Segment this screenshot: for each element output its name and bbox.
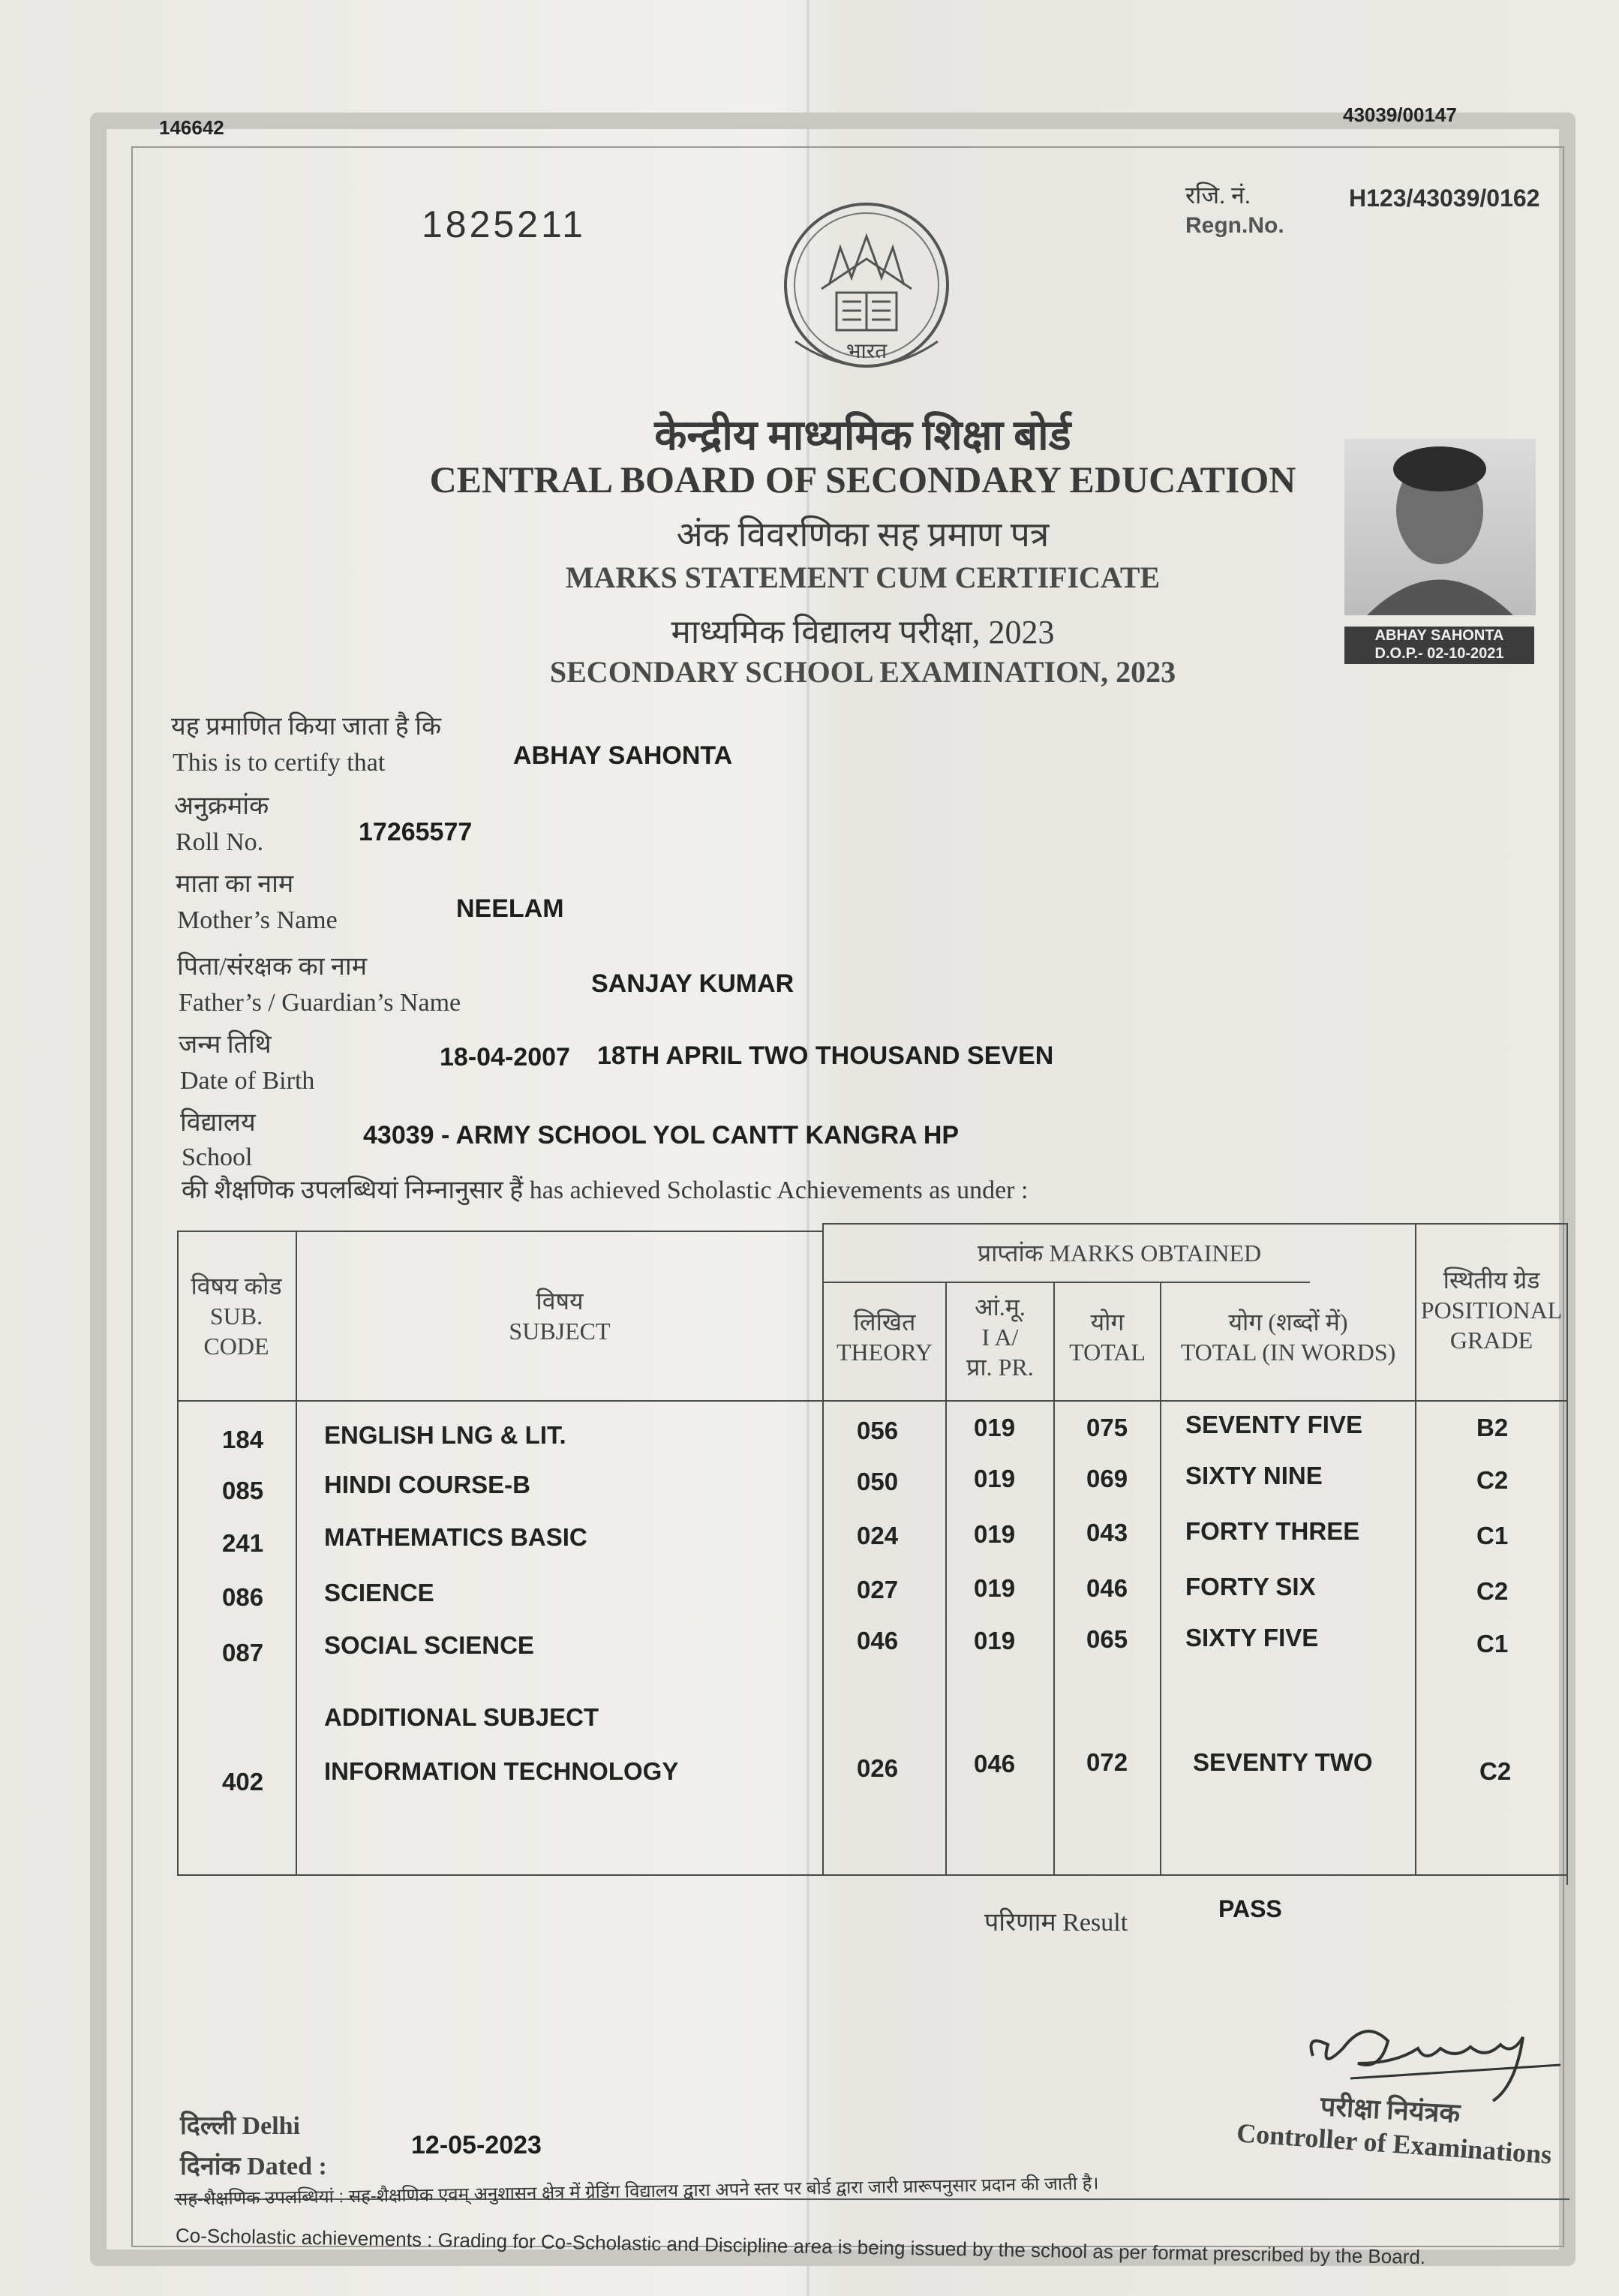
row-code: 086	[222, 1583, 264, 1611]
additional-subject-label: ADDITIONAL SUBJECT	[324, 1703, 599, 1731]
row-subject: SCIENCE	[324, 1579, 434, 1606]
header-total	[1055, 1307, 1160, 1367]
row-ia: 019	[974, 1520, 1016, 1548]
row-words: SEVENTY FIVE	[1185, 1411, 1362, 1438]
row-ia: 019	[974, 1465, 1016, 1492]
row-total: 072	[1086, 1748, 1128, 1776]
row-ia: 046	[974, 1750, 1016, 1778]
emblem-text: भारत	[846, 340, 888, 363]
school-label-english: School	[182, 1143, 253, 1171]
date-value: 12-05-2023	[411, 2131, 542, 2159]
mother-label-english: Mother’s Name	[177, 906, 338, 934]
row-grade: C2	[1476, 1577, 1509, 1605]
header-code-en1: SUB.	[209, 1303, 263, 1330]
header-ia-pr	[947, 1292, 1053, 1382]
table-row	[177, 1412, 1568, 1465]
achievements-line: की शैक्षणिक उपलब्धियां निम्नानुसार हैं has achieved Scholastic Achievements as under :	[182, 1177, 1029, 1204]
table-row	[177, 1573, 1568, 1625]
certificate-number: 1825211	[422, 203, 586, 245]
table-row	[177, 1624, 1568, 1679]
header-pr: प्रा. PR.	[966, 1354, 1034, 1381]
dated-label: दिनांक Dated :	[180, 2153, 327, 2180]
exam-title-hindi: माध्यमिक विद्यालय परीक्षा, 2023	[671, 614, 1055, 651]
footnote-english: Co-Scholastic achievements : Grading for Co-Scholastic and Discipline area is being issued by the school as per format prescribed by the Board.	[175, 2224, 1426, 2269]
header-subject-english: SUBJECT	[509, 1318, 611, 1345]
certify-label-hindi: यह प्रमाणित किया जाता है कि	[171, 713, 442, 741]
row-subject: SOCIAL SCIENCE	[324, 1631, 534, 1659]
header-total-words	[1161, 1307, 1415, 1367]
footnote-hindi: सह-शैक्षणिक उपलब्धियां : सह-शैक्षणिक एवम् अनुशासन क्षेत्र में ग्रेडिंग विद्यालय द्वारा अपने स्तर पर बोर्ड द्वारा जारी प्रारूपनुसार प्रदान की जाती है।	[175, 2173, 1099, 2210]
father-name: SANJAY KUMAR	[591, 969, 794, 998]
controller-title-hindi: परीक्षा नियंत्रक	[1320, 2091, 1461, 2129]
date-of-birth: 18-04-2007	[440, 1043, 570, 1071]
row-theory: 024	[857, 1522, 899, 1549]
row-theory: 050	[857, 1468, 899, 1495]
marks-table	[177, 1223, 1568, 1883]
father-label-english: Father’s / Guardian’s Name	[179, 989, 461, 1017]
row-words: SEVENTY TWO	[1193, 1748, 1373, 1776]
row-grade: C2	[1479, 1757, 1512, 1785]
controller-title-english: Controller of Examinations	[1236, 2117, 1553, 2170]
board-title-english: CENTRAL BOARD OF SECONDARY EDUCATION	[429, 458, 1296, 500]
row-theory: 026	[857, 1754, 899, 1782]
place-label: दिल्ली Delhi	[180, 2112, 300, 2140]
certify-label-english: This is to certify that	[173, 749, 386, 777]
row-theory: 056	[857, 1417, 899, 1444]
row-code: 085	[222, 1477, 264, 1504]
table-row	[177, 1462, 1568, 1517]
result-label: परिणाम Result	[984, 1909, 1128, 1937]
doc-title-english: MARKS STATEMENT CUM CERTIFICATE	[565, 560, 1161, 594]
row-grade: C1	[1476, 1630, 1509, 1657]
roll-number: 17265577	[359, 818, 473, 846]
row-subject: ENGLISH LNG & LIT.	[324, 1421, 566, 1449]
mother-label-hindi: माता का नाम	[176, 870, 294, 898]
header-ia-english: I A/	[981, 1324, 1019, 1351]
row-subject: INFORMATION TECHNOLOGY	[324, 1757, 679, 1785]
row-code: 402	[222, 1768, 264, 1796]
regn-label-hi: रजि. नं.	[1185, 182, 1251, 209]
header-total-english: TOTAL	[1069, 1339, 1146, 1366]
row-words: SIXTY NINE	[1185, 1462, 1323, 1489]
row-words: FORTY THREE	[1185, 1517, 1360, 1545]
row-total: 069	[1086, 1465, 1128, 1492]
board-title-hindi: केन्द्रीय माध्यमिक शिक्षा बोर्ड	[654, 413, 1071, 459]
table-row	[177, 1519, 1568, 1571]
header-ia-hindi: आं.मू.	[975, 1294, 1026, 1321]
photo-name: ABHAY SAHONTA	[1374, 627, 1504, 644]
row-ia: 019	[974, 1627, 1016, 1654]
row-words: FORTY SIX	[1185, 1573, 1316, 1600]
regn-value: H123/43039/0162	[1349, 185, 1540, 212]
row-theory: 027	[857, 1576, 899, 1603]
subject-rows	[177, 1412, 1568, 1727]
header-code-hindi: विषय कोड	[191, 1273, 282, 1300]
row-grade: B2	[1476, 1414, 1509, 1441]
row-total: 043	[1086, 1519, 1128, 1546]
row-grade: C1	[1476, 1522, 1509, 1549]
row-total: 065	[1086, 1625, 1128, 1653]
date-of-birth-words: 18TH APRIL TWO THOUSAND SEVEN	[597, 1041, 1054, 1070]
header-theory	[824, 1307, 945, 1367]
row-total: 075	[1086, 1414, 1128, 1441]
row-code: 241	[222, 1529, 264, 1557]
serial-right: 43039/00147	[1343, 104, 1457, 126]
row-code: 087	[222, 1639, 264, 1666]
school-label-hindi: विद्यालय	[180, 1109, 256, 1137]
student-photo	[1344, 439, 1536, 615]
row-code: 184	[222, 1426, 264, 1453]
school-name: 43039 - ARMY SCHOOL YOL CANTT KANGRA HP	[363, 1121, 960, 1150]
header-code	[177, 1271, 296, 1361]
header-theory-english: THEORY	[837, 1339, 933, 1366]
header-total-hindi: योग	[1090, 1309, 1125, 1336]
doc-title-hindi: अंक विवरणिका सह प्रमाण पत्र	[676, 515, 1050, 554]
roll-label-hindi: अनुक्रमांक	[174, 792, 269, 820]
photo-tag	[1344, 627, 1534, 664]
row-total: 046	[1086, 1574, 1128, 1602]
row-grade: C2	[1476, 1466, 1509, 1494]
header-theory-hindi: लिखित	[853, 1309, 916, 1336]
header-grade-en2: GRADE	[1449, 1327, 1533, 1354]
mother-name: NEELAM	[456, 894, 564, 923]
header-code-en2: CODE	[203, 1333, 269, 1360]
header-grade-en1: POSITIONAL	[1420, 1297, 1563, 1324]
row-words: SIXTY FIVE	[1185, 1624, 1319, 1651]
result-value: PASS	[1218, 1895, 1282, 1922]
table-row	[177, 1748, 1568, 1808]
row-theory: 046	[857, 1627, 899, 1654]
dob-label-english: Date of Birth	[180, 1067, 315, 1095]
header-subject-hindi: विषय	[536, 1288, 584, 1315]
row-subject: MATHEMATICS BASIC	[324, 1523, 587, 1551]
header-marks-obtained: प्राप्तांक MARKS OBTAINED	[977, 1240, 1262, 1267]
header-grade-hindi: स्थितीय ग्रेड	[1443, 1267, 1540, 1294]
header-words-english: TOTAL (IN WORDS)	[1180, 1339, 1396, 1366]
regn-label-en: Regn.No.	[1185, 213, 1284, 238]
header-subject	[297, 1286, 822, 1346]
dob-label-hindi: जन्म तिथि	[179, 1031, 272, 1059]
photo-dop: D.O.P.- 02-10-2021	[1374, 645, 1504, 662]
row-ia: 019	[974, 1414, 1016, 1441]
row-ia: 019	[974, 1574, 1016, 1602]
row-subject: HINDI COURSE-B	[324, 1471, 531, 1498]
father-label-hindi: पिता/संरक्षक का नाम	[177, 953, 368, 981]
header-words-hindi: योग (शब्दों में)	[1228, 1309, 1348, 1336]
header-grade	[1416, 1265, 1566, 1355]
roll-label-english: Roll No.	[176, 828, 264, 856]
candidate-name: ABHAY SAHONTA	[513, 741, 733, 770]
serial-left: 146642	[159, 116, 224, 139]
cbse-emblem-icon	[765, 203, 968, 390]
exam-title-english: SECONDARY SCHOOL EXAMINATION, 2023	[549, 655, 1176, 689]
